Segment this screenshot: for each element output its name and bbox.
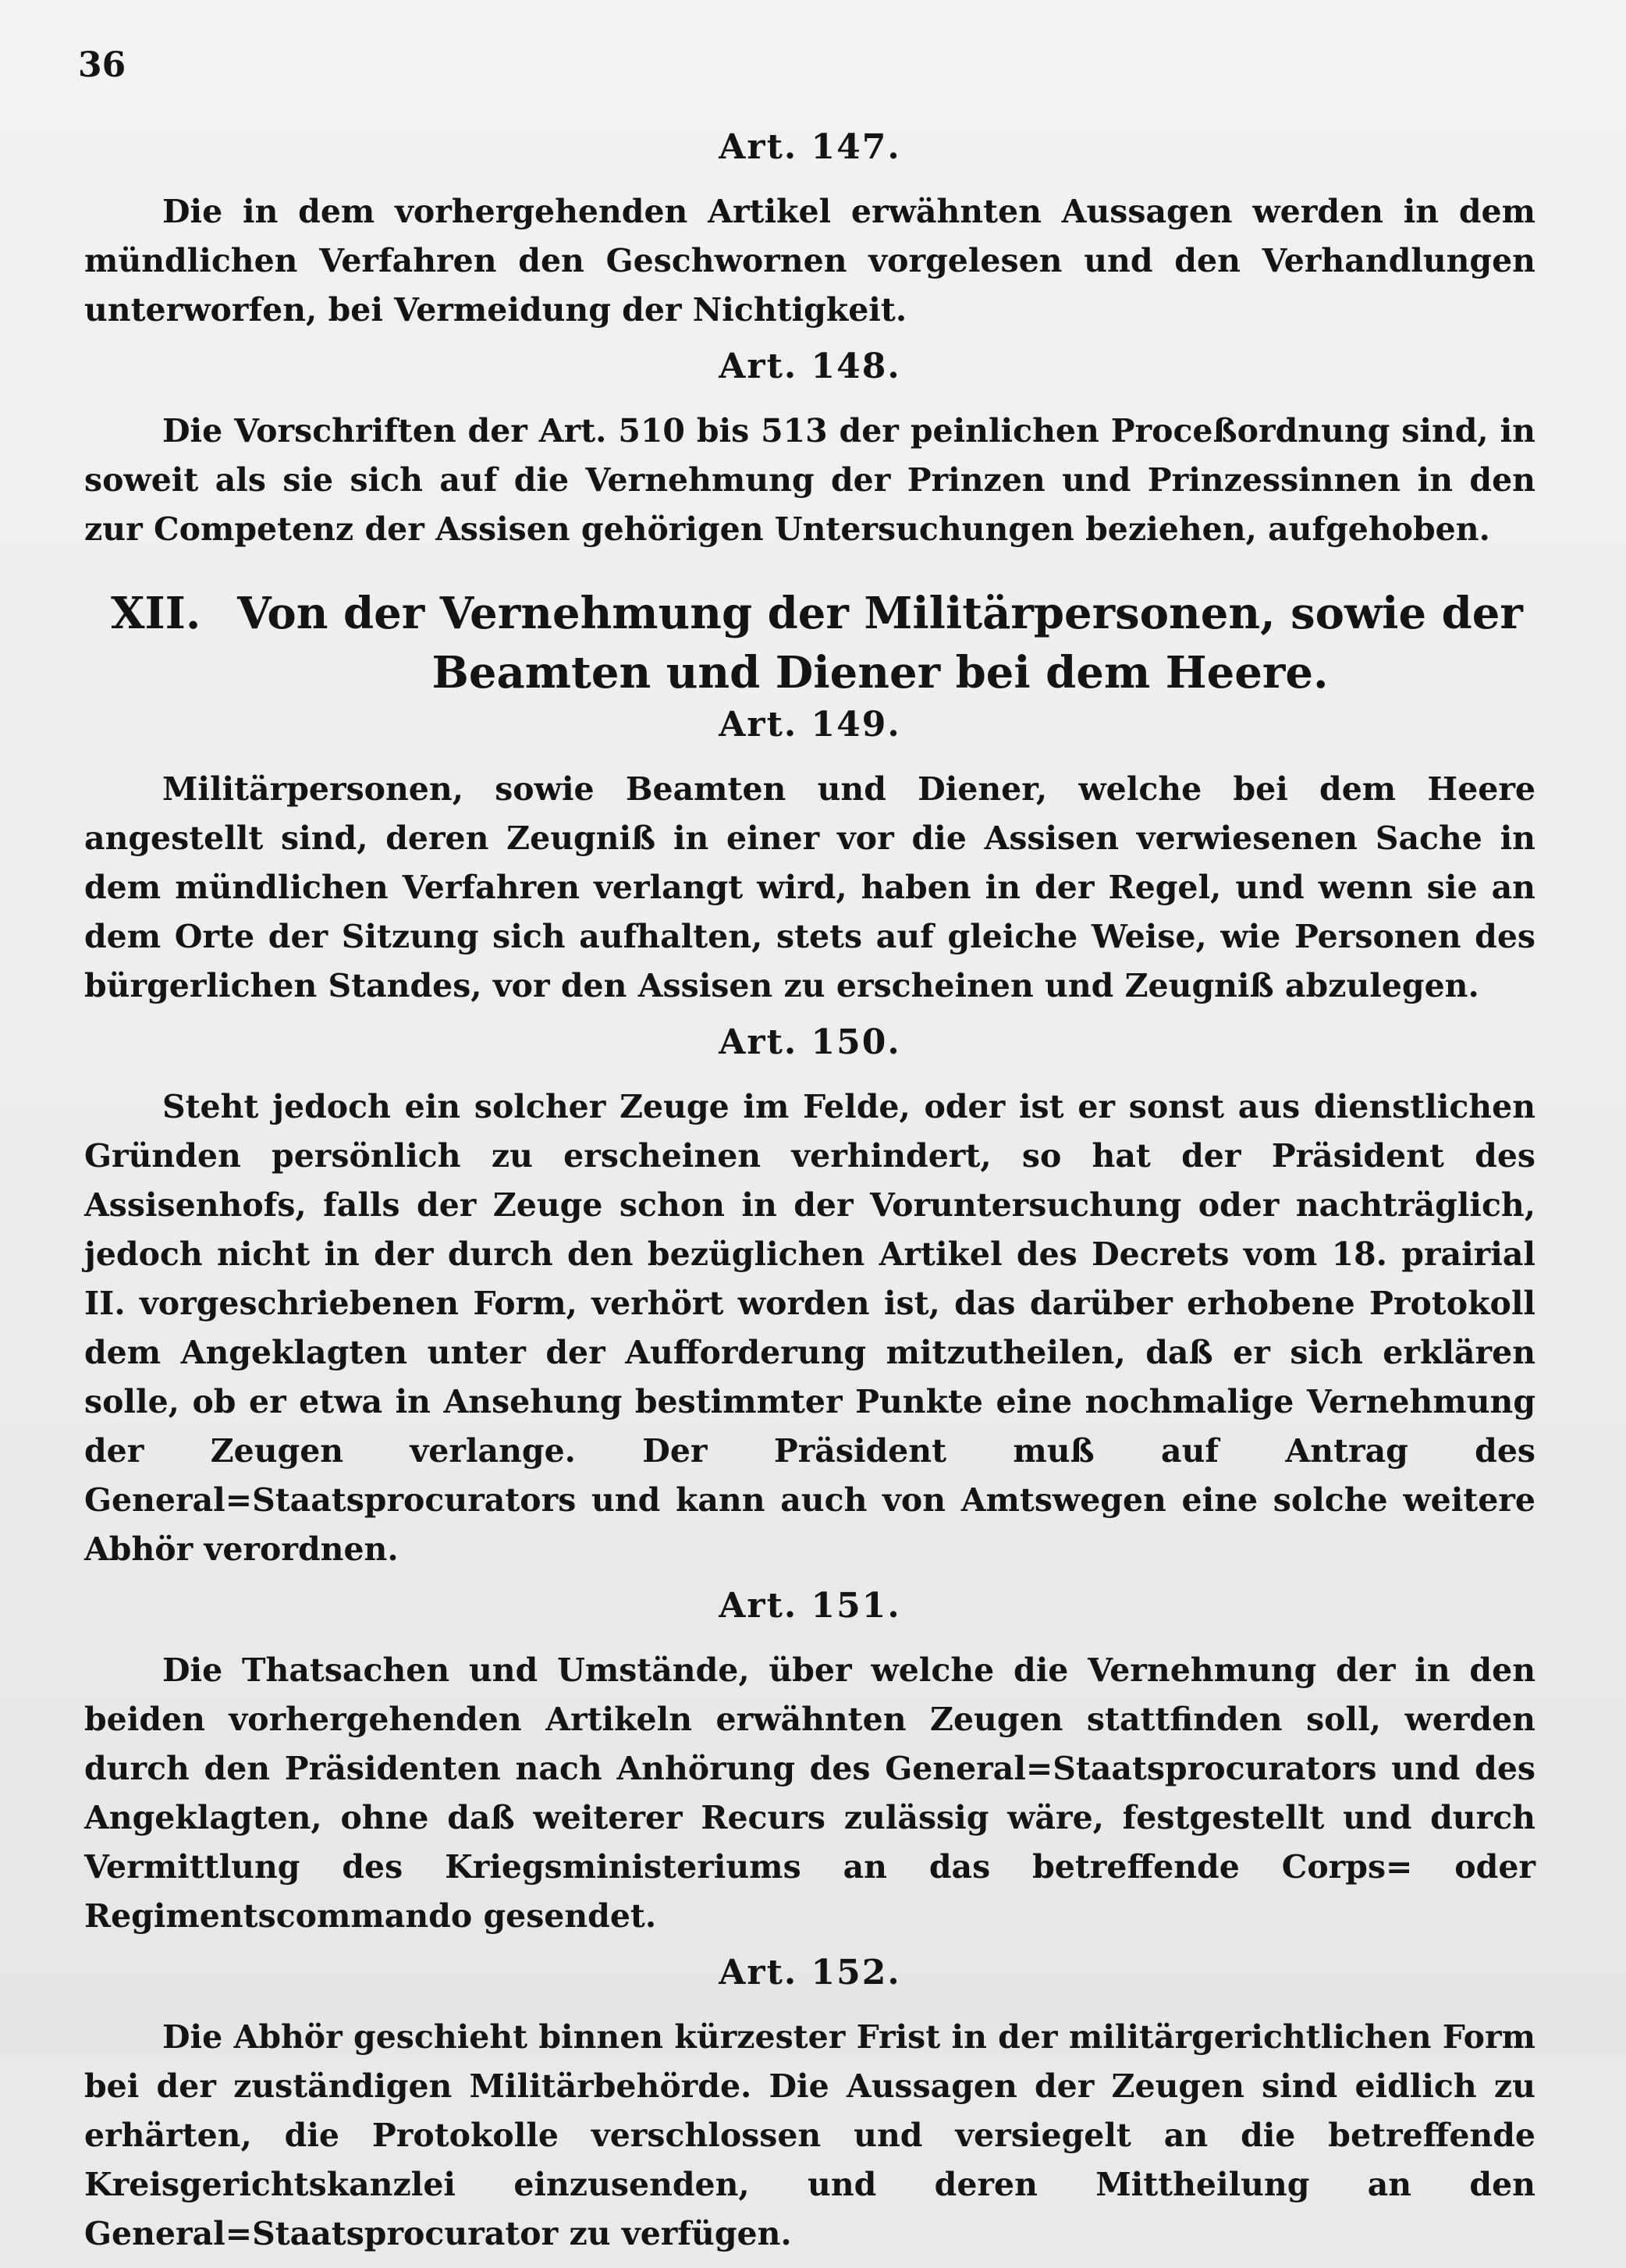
article-149 bbox=[84, 702, 1535, 1011]
page-content bbox=[84, 125, 1535, 2268]
article-heading: Art. 148. bbox=[719, 347, 901, 386]
article-text: Die Thatsachen und Umstände, über welche die Vernehmung der in den beiden vorhergehenden Artikeln erwähnten Zeugen stattfinden soll, werden durch den Präsidenten nach Anhörung des General=Staatsprocurators und des Angeklagten, ohne daß weiterer Recurs zulässig wäre, festgestellt und durch Vermittlung des Kriegsministeriums an das betreffende Corps= oder Regimentscommando gesendet. bbox=[84, 1651, 1535, 1935]
page-number: 36 bbox=[78, 45, 126, 85]
article-150 bbox=[84, 1020, 1535, 1574]
section-title: Von der Vernehmung der Militärpersonen, sowie der Beamten und Diener bei dem Heere. bbox=[237, 588, 1523, 699]
section-heading bbox=[84, 584, 1535, 702]
article-148 bbox=[84, 344, 1535, 554]
article-heading: Art. 150. bbox=[719, 1022, 901, 1062]
article-heading: Art. 152. bbox=[719, 1953, 901, 1992]
article-text: Die Abhör geschieht binnen kürzester Frist in der militärgerichtlichen Form bei der zuständigen Militärbehörde. Die Aussagen der Zeugen sind eidlich zu erhärten, die Protokolle verschlossen und versiegelt an die betreffende Kreisgerichtskanzlei einzusenden, und deren Mittheilung an den General=Staatsprocurator zu verfügen. bbox=[84, 2018, 1535, 2252]
article-151 bbox=[84, 1584, 1535, 1941]
article-text: Die Vorschriften der Art. 510 bis 513 der peinlichen Proceßordnung sind, in soweit als sie sich auf die Vernehmung der Prinzen und Prinzessinnen in den zur Competenz der Assisen gehörigen Untersuchungen beziehen, aufgehoben. bbox=[84, 412, 1535, 548]
article-heading: Art. 147. bbox=[719, 127, 901, 167]
article-text: Die in dem vorhergehenden Artikel erwähnten Aussagen werden in dem mündlichen Verfahren den Geschwornen vorgelesen und den Verhandlungen unterworfen, bei Vermeidung der Nichtigkeit. bbox=[84, 193, 1535, 329]
article-text: Steht jedoch ein solcher Zeuge im Felde, oder ist er sonst aus dienstlichen Gründen persönlich zu erscheinen verhindert, so hat der Präsident des Assisenhofs, falls der Zeuge schon in der Voruntersuchung oder nachträglich, jedoch nicht in der durch den bezüglichen Artikel des Decrets vom 18. prairial II. vorgeschriebenen Form, verhört worden ist, das darüber erhobene Protokoll dem Angeklagten unter der Aufforderung mitzutheilen, daß er sich erklären solle, ob er etwa in Ansehung bestimmter Punkte eine nochmalige Vernehmung der Zeugen verlange. Der Präsident muß auf Antrag des General=Staatsprocurators und kann auch von Amtswegen eine solche weitere Abhör verordnen. bbox=[84, 1088, 1535, 1568]
article-147 bbox=[84, 125, 1535, 335]
section-numeral: XII. bbox=[111, 588, 201, 639]
article-text: Militärpersonen, sowie Beamten und Diener, welche bei dem Heere angestellt sind, deren Zeugniß in einer vor die Assisen verwiesenen Sache in dem mündlichen Verfahren verlangt wird, haben in der Regel, und wenn sie an dem Orte der Sitzung sich aufhalten, stets auf gleiche Weise, wie Personen des bürgerlichen Standes, vor den Assisen zu erscheinen und Zeugniß abzulegen. bbox=[84, 770, 1535, 1004]
article-heading: Art. 149. bbox=[719, 705, 901, 745]
article-152 bbox=[84, 1950, 1535, 2259]
article-heading: Art. 151. bbox=[719, 1586, 901, 1626]
